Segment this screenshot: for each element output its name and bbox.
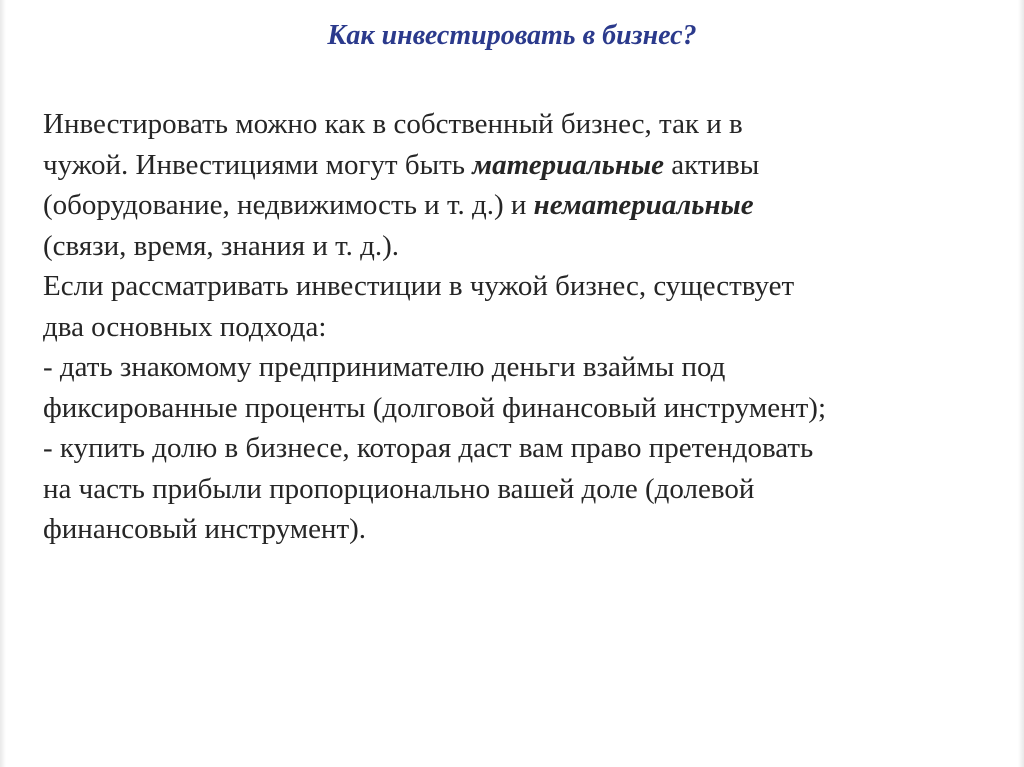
body-line-7: - дать знакомому предпринимателю деньги взаймы под: [43, 351, 726, 383]
line-3-text-start: (оборудование, недвижимость и т. д.) и: [43, 189, 534, 221]
line-2-text-end: активы: [664, 148, 760, 181]
slide-left-edge: [0, 0, 6, 767]
body-line-5: Если рассматривать инвестиции в чужой бизнес, существует: [43, 270, 795, 302]
body-line-1: Инвестировать можно как в собственный бизнес, так и в: [43, 108, 743, 140]
emphasis-intangible: нематериальные: [533, 189, 754, 221]
body-line-9: - купить долю в бизнесе, которая даст вам право претендовать: [43, 432, 814, 464]
slide-title: Как инвестировать в бизнес?: [327, 20, 697, 51]
slide-right-edge: [1018, 0, 1024, 767]
body-line-8: фиксированные проценты (долговой финансовый инструмент);: [43, 391, 827, 424]
emphasis-tangible: материальные: [472, 148, 665, 181]
body-line-6: два основных подхода:: [43, 310, 327, 343]
body-line-4: (связи, время, знания и т. д.).: [43, 229, 400, 262]
body-line-11: финансовый инструмент).: [43, 513, 367, 545]
slide-body: [43, 104, 1003, 550]
body-line-2: [43, 145, 1003, 186]
body-line-10: на часть прибыли пропорционально вашей доле (долевой: [43, 472, 755, 505]
body-line-3: [43, 185, 1003, 226]
line-2-text-start: чужой. Инвестициями могут быть: [43, 148, 473, 181]
